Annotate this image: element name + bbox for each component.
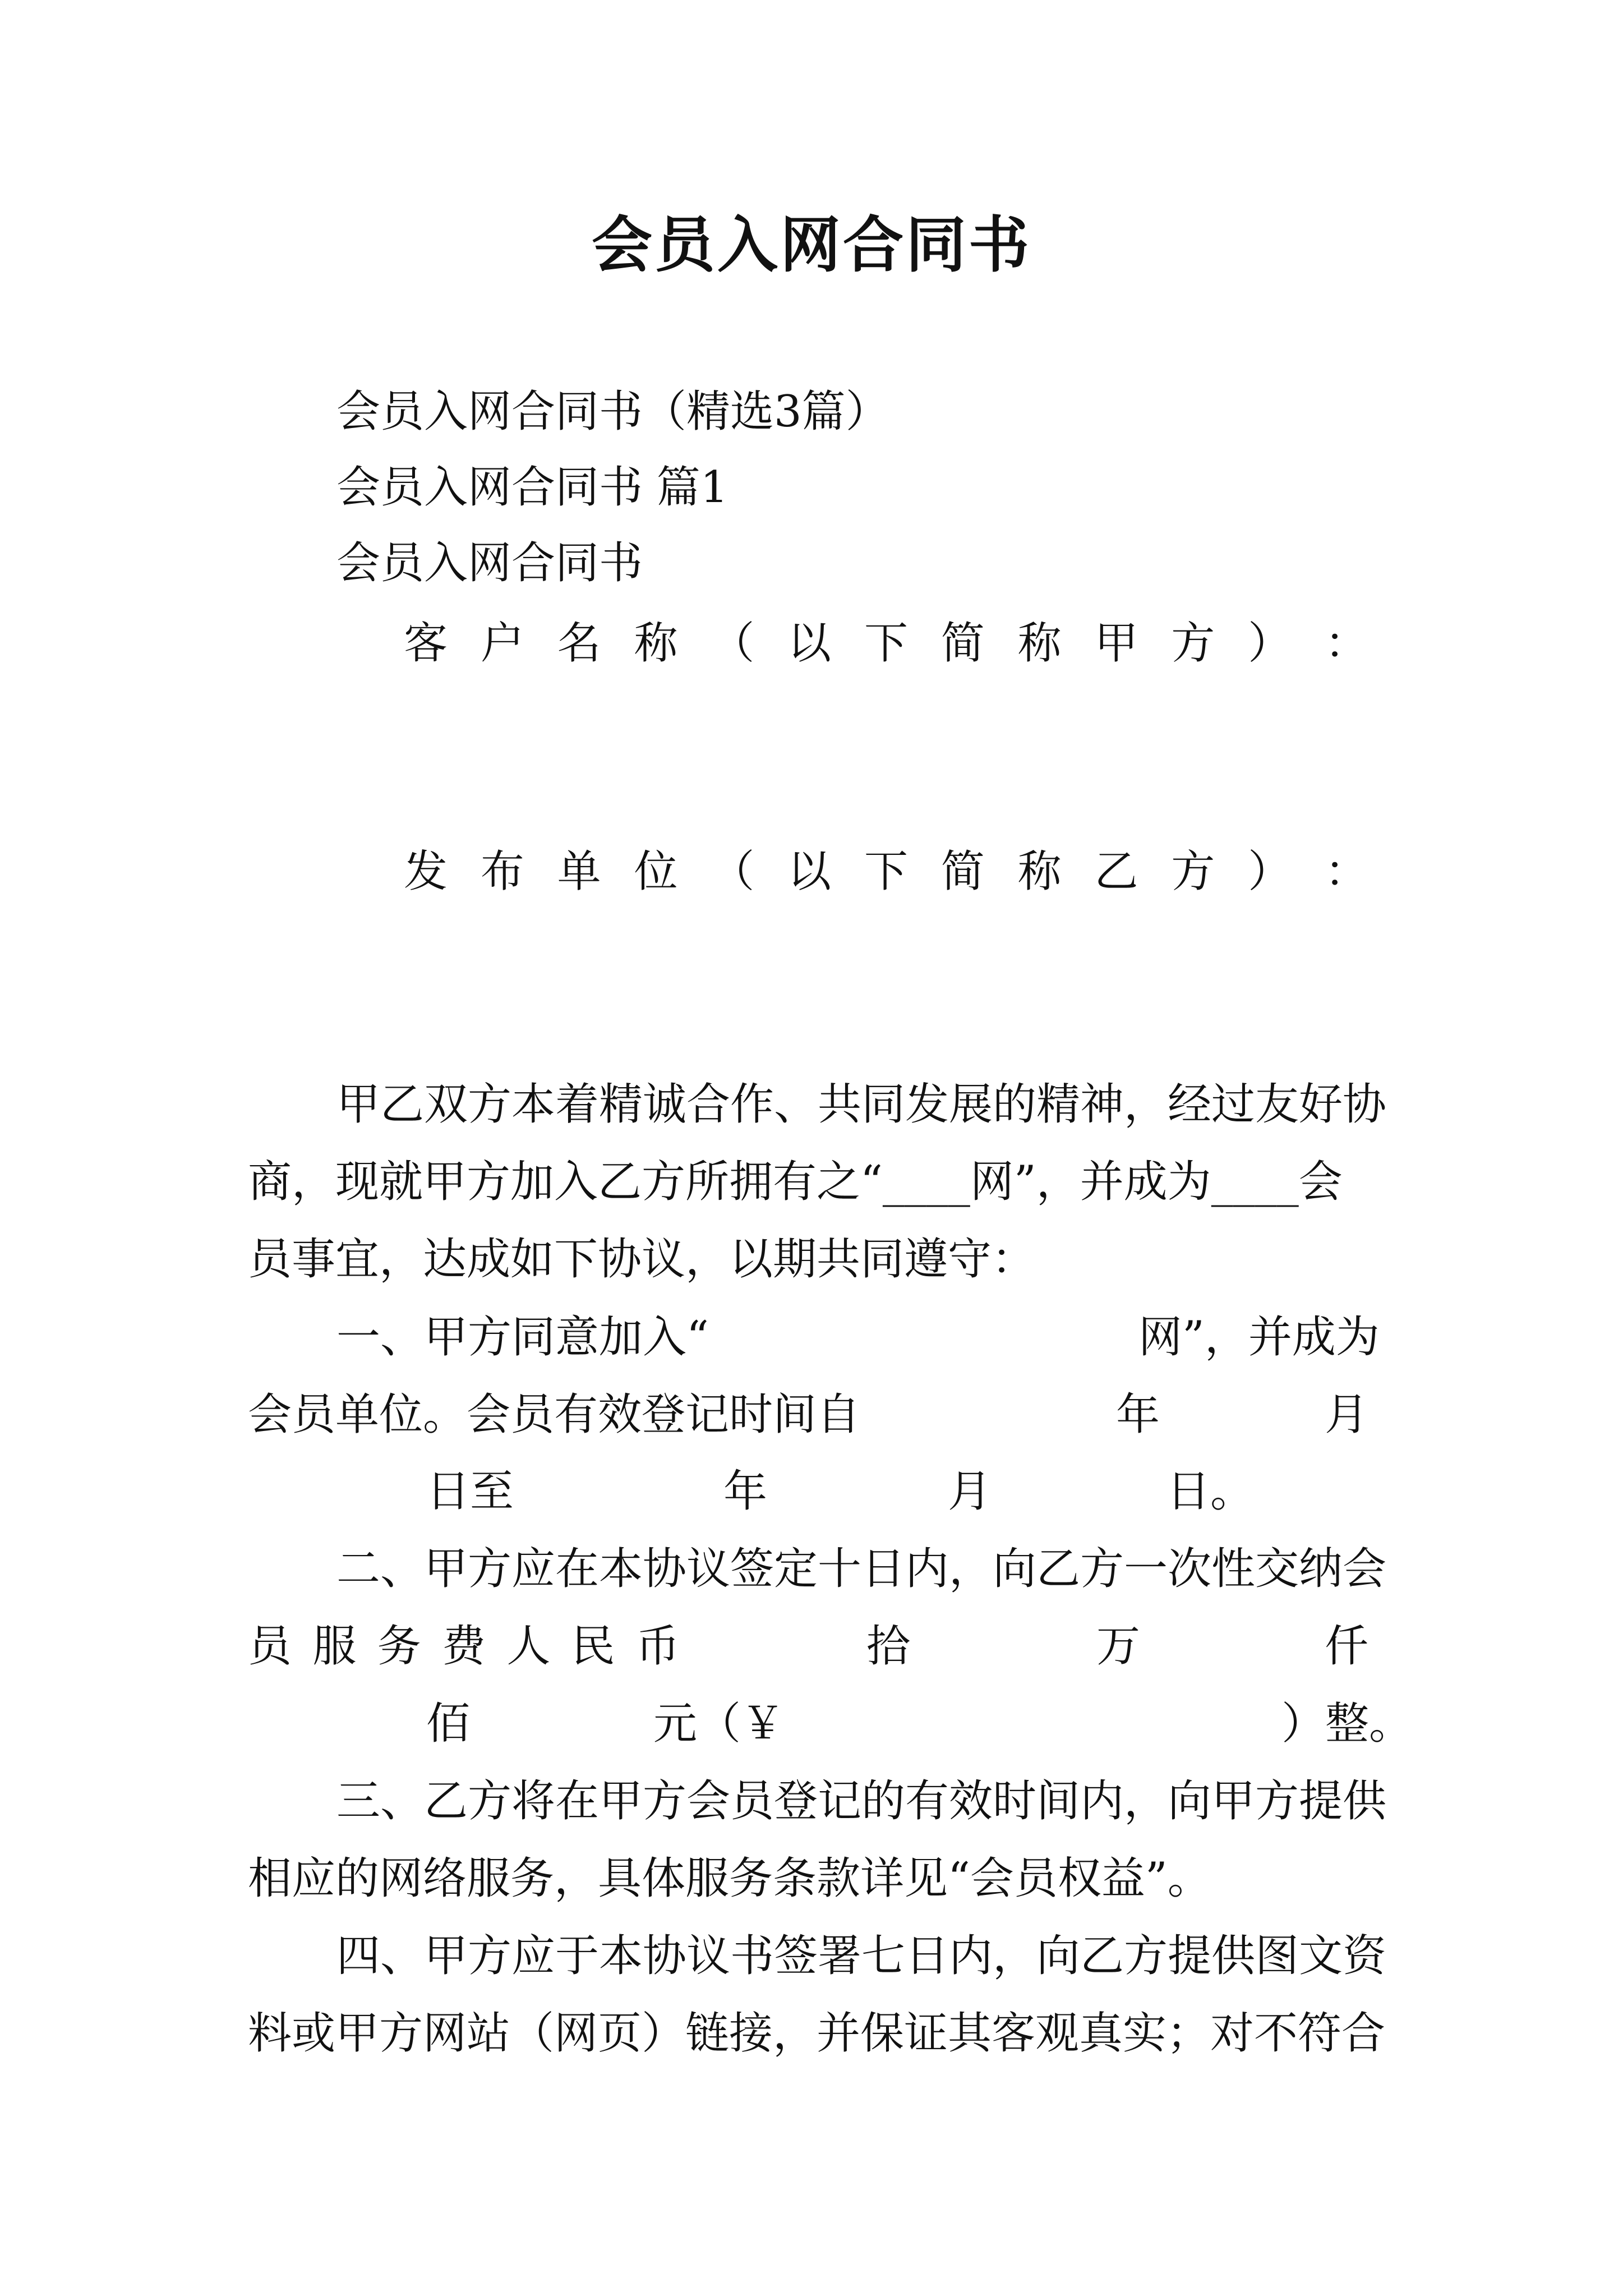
clause-2-end: ）整。 — [1281, 1699, 1413, 1749]
clause-2-shi: 拾 — [866, 1621, 911, 1672]
party-b-label-char: 方 — [1171, 846, 1215, 897]
party-a-label-char: 户 — [480, 618, 524, 669]
clause-2-fee-label — [248, 1621, 680, 1672]
clause-3-line-2: 相应的网络服务，具体服务条款详见“会员权益”。 — [248, 1853, 1211, 1904]
paragraph-1-line-2: 商，现就甲方加入乙方所拥有之“____网”，并成为____会 — [248, 1157, 1343, 1207]
clause-2-wan: 万 — [1096, 1621, 1141, 1672]
party-b-label-char: 布 — [480, 846, 524, 897]
clause-1-line-2-a: 会员单位。会员有效登记时间自 — [248, 1389, 861, 1440]
party-b-label-char: 单 — [557, 846, 601, 897]
clause-2-bai: 佰 — [426, 1699, 471, 1749]
clause-1-line-2-year: 年 — [1116, 1389, 1160, 1440]
clause-2-fee-label-char: 人 — [506, 1621, 551, 1672]
party-a-label-char: 下 — [864, 618, 908, 669]
party-b-label-char: 发 — [404, 846, 448, 897]
party-a-label — [404, 618, 1368, 669]
clause-1-part-b: 网”，并成为 — [1138, 1312, 1380, 1363]
party-b-label-char: 以 — [787, 846, 832, 897]
party-a-label-char: 甲 — [1094, 618, 1138, 669]
clause-4-line-1: 四、甲方应于本协议书签署七日内，向乙方提供图文资 — [336, 1931, 1387, 1981]
clause-2-fee-label-char: 服 — [312, 1621, 357, 1672]
party-a-label-char: 名 — [557, 618, 601, 669]
clause-3-line-1: 三、乙方将在甲方会员登记的有效时间内，向甲方提供 — [336, 1776, 1387, 1826]
intro-line-2: 会员入网合同书 篇1 — [336, 462, 728, 513]
party-b-label-char: ） — [1248, 846, 1292, 897]
party-a-label-char: 方 — [1171, 618, 1215, 669]
party-b-label-char: （ — [711, 846, 755, 897]
party-b-label-char: 称 — [1017, 846, 1062, 897]
clause-2-line-1: 二、甲方应在本协议签定十日内，向乙方一次性交纳会 — [336, 1544, 1387, 1594]
party-a-label-char: 简 — [940, 618, 985, 669]
clause-2-fee-label-char: 费 — [441, 1621, 486, 1672]
clause-1-line-3-a: 日至 — [426, 1466, 514, 1517]
party-b-label-char: 下 — [864, 846, 908, 897]
clause-1-line-3-day: 日。 — [1166, 1466, 1255, 1517]
clause-1-line-3-month: 月 — [948, 1466, 992, 1517]
document-title: 会员入网合同书 — [591, 210, 1031, 280]
paragraph-1-line-1: 甲乙双方本着精诚合作、共同发展的精神，经过友好协 — [336, 1079, 1387, 1130]
clause-1-line-2-month: 月 — [1325, 1389, 1369, 1440]
party-b-label-char: 位 — [634, 846, 678, 897]
clause-1-line-3-year: 年 — [723, 1466, 768, 1517]
clause-2-fee-label-char: 币 — [635, 1621, 680, 1672]
clause-2-fee-label-char: 员 — [248, 1621, 292, 1672]
clause-2-fee-label-char: 务 — [377, 1621, 421, 1672]
clause-2-qian: 仟 — [1325, 1621, 1369, 1672]
party-a-label-char: 以 — [787, 618, 832, 669]
party-a-label-char: ： — [1324, 618, 1368, 669]
clause-4-line-2: 料或甲方网站（网页）链接，并保证其客观真实；对不符合 — [248, 2008, 1386, 2059]
clause-2-fee-label-char: 民 — [571, 1621, 615, 1672]
party-b-label-char: ： — [1324, 846, 1368, 897]
intro-line-3: 会员入网合同书 — [336, 538, 643, 588]
clause-2-yuan: 元（￥ — [653, 1699, 785, 1749]
party-b-label — [404, 846, 1368, 897]
party-a-label-char: 称 — [1017, 618, 1062, 669]
party-a-label-char: ） — [1248, 618, 1292, 669]
party-a-label-char: 客 — [404, 618, 448, 669]
party-a-label-char: （ — [711, 618, 755, 669]
party-b-label-char: 乙 — [1094, 846, 1138, 897]
paragraph-1-line-3: 员事宜，达成如下协议，以期共同遵守： — [248, 1234, 1036, 1285]
intro-line-1: 会员入网合同书（精选3篇） — [336, 386, 889, 437]
party-a-label-char: 称 — [634, 618, 678, 669]
clause-1-part-a: 一、甲方同意加入“ — [336, 1312, 709, 1363]
party-b-label-char: 简 — [940, 846, 985, 897]
